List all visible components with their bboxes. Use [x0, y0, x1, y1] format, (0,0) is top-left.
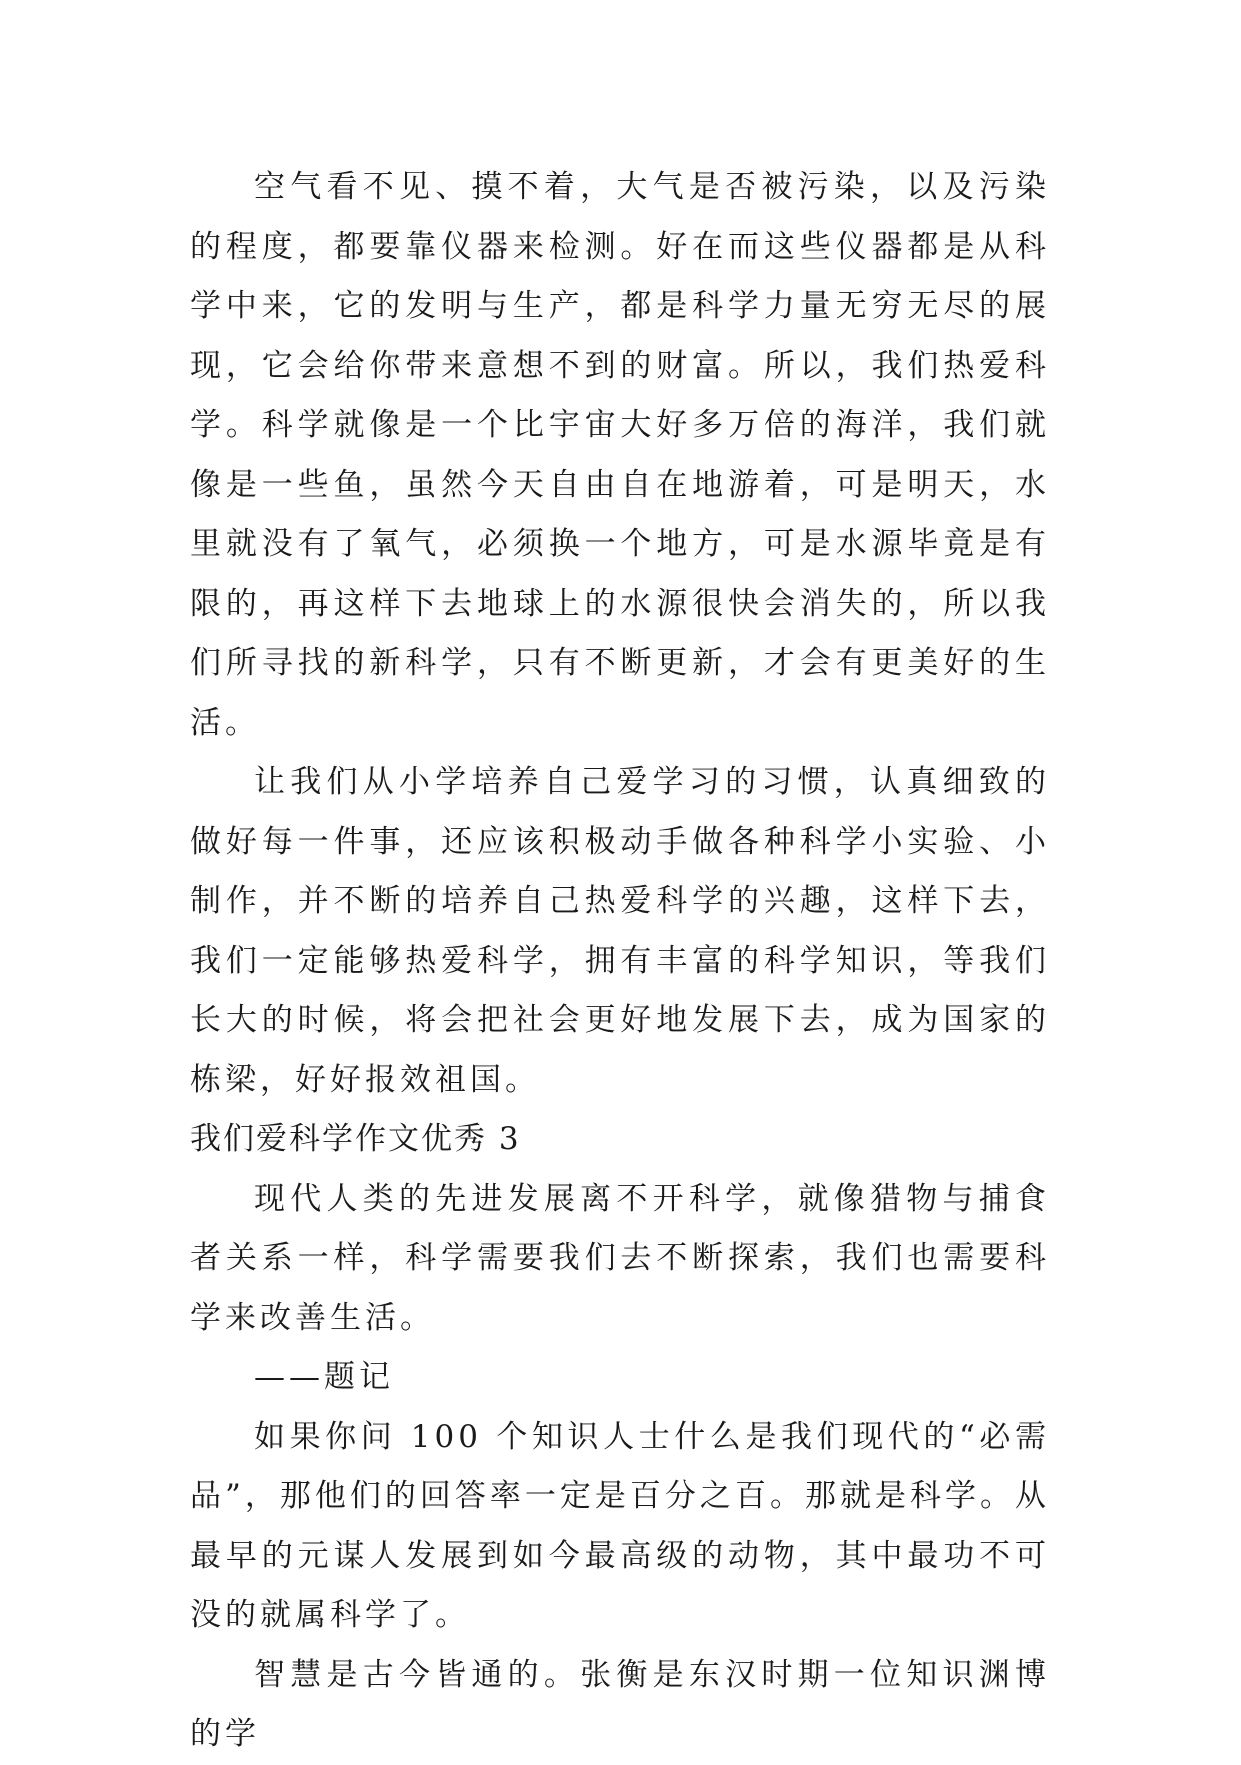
paragraph: 空气看不见、摸不着，大气是否被污染，以及污染的程度，都要靠仪器来检测。好在而这些仪器都是从科学中来，它的发明与生产，都是科学力量无穷无尽的展现，它会给你带来意想不到的财富。所以，我们热爱科学。科学就像是一个比宇宙大好多万倍的海洋，我们就像是一些鱼，虽然今天自由自在地游着，可是明天，水里就没有了氧气，必须换一个地方，可是水源毕竟是有限的，再这样下去地球上的水源很快会消失的，所以我们所寻找的新科学，只有不断更新，才会有更美好的生活。	[190, 169, 1050, 741]
epigraph-attribution: ——题记	[254, 1359, 394, 1395]
document-page	[190, 158, 1050, 1765]
paragraph: 如果你问 100 个知识人士什么是我们现代的“必需品”，那他们的回答率一定是百分之百。那就是科学。从最早的元谋人发展到如今最高级的动物，其中最功不可没的就属科学了。	[190, 1418, 1050, 1633]
paragraph: 现代人类的先进发展离不开科学，就像猎物与捕食者关系一样，科学需要我们去不断探索，我们也需要科学来改善生活。	[190, 1180, 1050, 1336]
paragraph: 智慧是古今皆通的。张衡是东汉时期一位知识渊博的学	[190, 1656, 1050, 1752]
paragraph: 让我们从小学培养自己爱学习的习惯，认真细致的做好每一件事，还应该积极动手做各种科学小实验、小制作，并不断的培养自己热爱科学的兴趣，这样下去，我们一定能够热爱科学，拥有丰富的科学知识，等我们长大的时候，将会把社会更好地发展下去，成为国家的栋梁，好好报效祖国。	[190, 764, 1050, 1098]
section-title: 我们爱科学作文优秀 3	[190, 1121, 521, 1157]
